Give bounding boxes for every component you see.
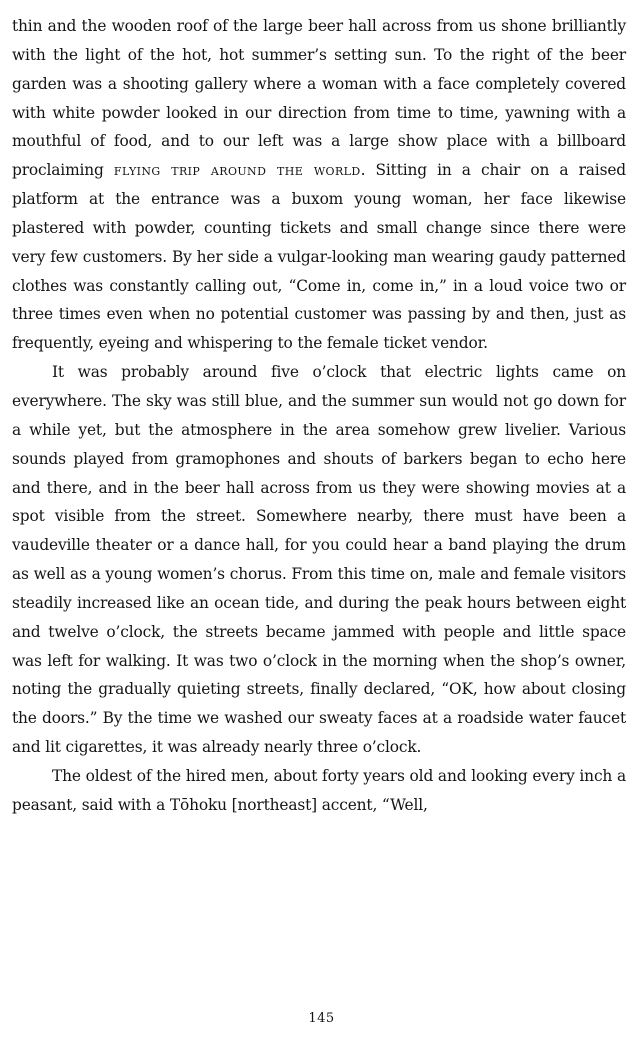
paragraph-1-text-end: . Sitting in a chair on a raised platform at the entrance was a buxom young woman, her face likewise plastered with powder, counting tickets and small change since there were very few customers. By her side a vulgar-looking man wearing gaudy patterned clothes was constantly calling out, “Come in, come in,” in a loud voice two or three times even when no potential customer was passing by and then, just as frequently, eyeing and whispering to the female ticket vendor.	[12, 161, 626, 353]
billboard-title: flying trip around the world	[113, 161, 361, 180]
book-page	[12, 12, 626, 820]
paragraph-3: The oldest of the hired men, about forty years old and looking every inch a peasant, said with a Tōhoku [northeast] accent, “Well,	[12, 766, 626, 814]
paragraph-1-text-start: thin and the wooden roof of the large beer hall across from us shone brilliantly with the light of the hot, hot summer’s setting sun. To the right of the beer garden was a shooting gallery where a woman with a face completely covered with white powder looked in our direction from time to time, yawning with a mouthful of food, and to our left was a large show place with a billboard proclaiming	[12, 17, 626, 180]
paragraph-2: It was probably around five o’clock that electric lights came on everywhere. The sky was still blue, and the summer sun would not go down for a while yet, but the atmosphere in the area somehow grew livelier. Various sounds played from gramophones and shouts of barkers began to echo here and there, and in the beer hall across from us they were showing movies at a spot visible from the street. Somewhere nearby, there must have been a vaudeville theater or a dance hall, for you could hear a band playing the drum as well as a young women’s chorus. From this time on, male and female visitors steadily increased like an ocean tide, and during the peak hours between eight and twelve o’clock, the streets became jammed with people and little space was left for walking. It was two o’clock in the morning when the shop’s owner, noting the gradually quieting streets, finally declared, “OK, how about closing the doors.” By the time we washed our sweaty faces at a roadside water faucet and lit cigarettes, it was already nearly three o’clock.	[12, 363, 626, 757]
page-number: 145	[308, 1011, 335, 1026]
paragraph-1	[12, 12, 626, 358]
